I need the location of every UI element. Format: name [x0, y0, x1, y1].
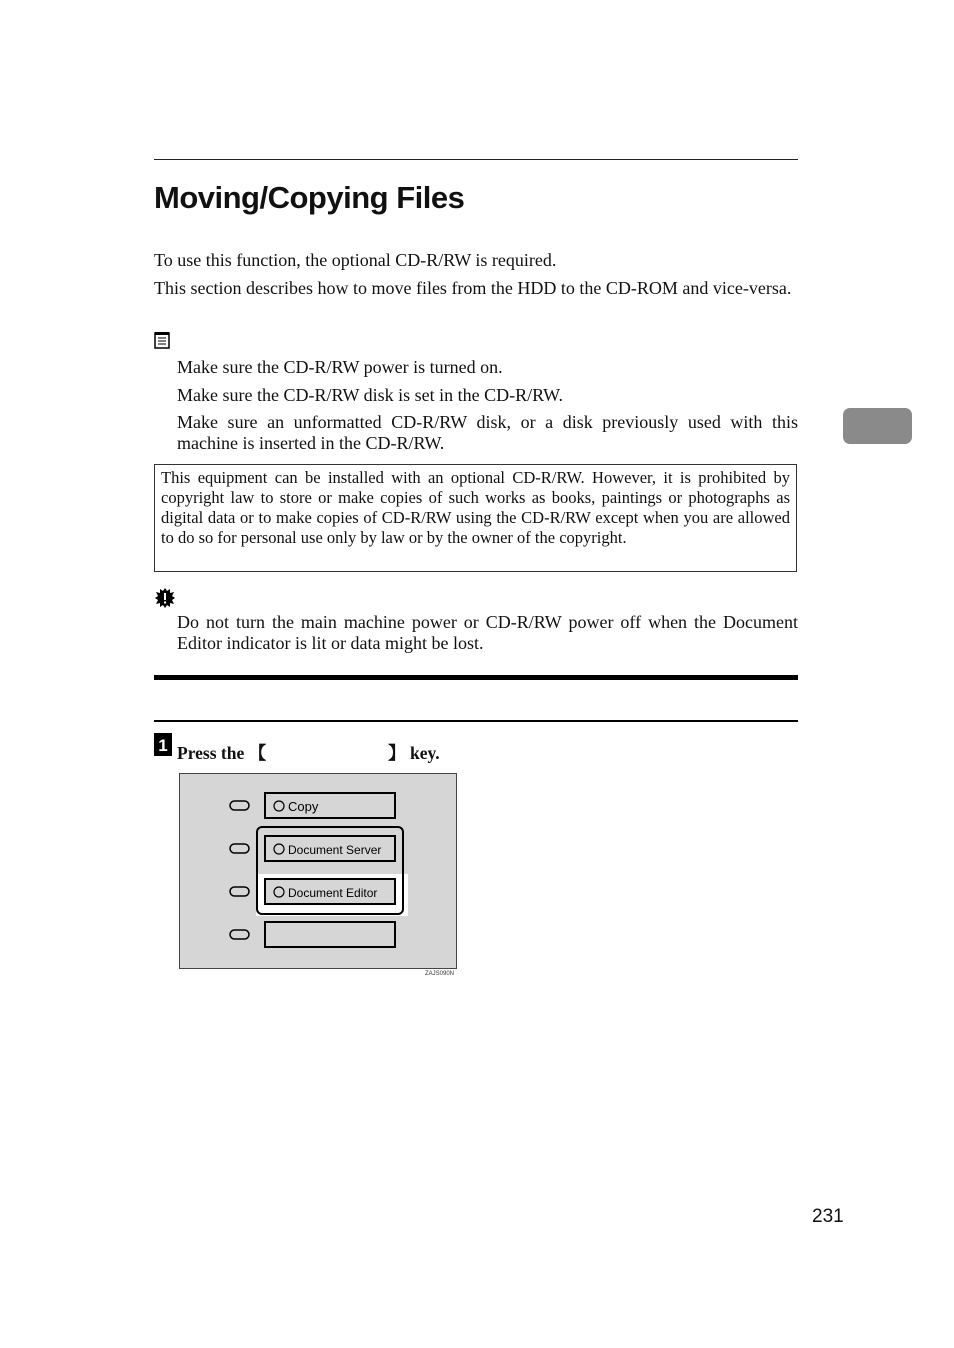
chapter-tab [843, 408, 912, 444]
memo-item-3: Make sure an unformatted CD-R/RW disk, or a disk previously used with this machine is inserted in the CD-R/RW. [177, 412, 798, 453]
important-exclamation-icon [154, 587, 176, 609]
control-panel-figure [179, 773, 457, 969]
step-instruction [177, 740, 440, 765]
step-number: 1 [154, 733, 172, 756]
intro-paragraph-1: To use this function, the optional CD-R/RW is required. [154, 250, 557, 270]
key-open-bracket: 【 [248, 743, 267, 763]
figure-code: ZAJS090N [425, 971, 455, 977]
memo-item-2: Make sure the CD-R/RW disk is set in the CD-R/RW. [177, 385, 563, 405]
intro-paragraph-2: This section describes how to move files from the HDD to the CD-ROM and vice-versa. [154, 278, 792, 298]
page-number: 231 [812, 1206, 844, 1227]
step-prefix: Press the [177, 743, 245, 763]
document-server-key-label: Document Server [288, 843, 382, 857]
copy-key-label: Copy [288, 799, 319, 814]
document-editor-key-label: Document Editor [288, 886, 378, 900]
memo-note-icon [154, 331, 170, 349]
blank-key[interactable] [265, 922, 395, 947]
page-title: Moving/Copying Files [154, 180, 465, 215]
header-rule [154, 159, 798, 160]
memo-item-1: Make sure the CD-R/RW power is turned on. [177, 357, 503, 377]
indicator-lamp-1 [230, 801, 249, 810]
indicator-lamp-4 [230, 930, 249, 939]
key-close-bracket: 】 [388, 743, 406, 763]
indicator-lamp-2 [230, 844, 249, 853]
copyright-notice: This equipment can be installed with an optional CD-R/RW. However, it is prohibited by copyright law to store or make copies of such works as books, paintings or photographs as digital data or to make copies of CD-R/RW using the CD-R/RW except when you are allowed to do so for personal use only by law or by the owner of the copyright. [154, 464, 797, 572]
section-divider-thick [154, 675, 798, 680]
control-panel-drawing [180, 774, 456, 968]
important-text: Do not turn the main machine power or CD-R/RW power off when the Document Editor indicator is lit or data might be lost. [177, 612, 798, 653]
step-suffix: key. [409, 743, 440, 763]
section-divider-thin [154, 720, 798, 722]
indicator-lamp-3 [230, 887, 249, 896]
